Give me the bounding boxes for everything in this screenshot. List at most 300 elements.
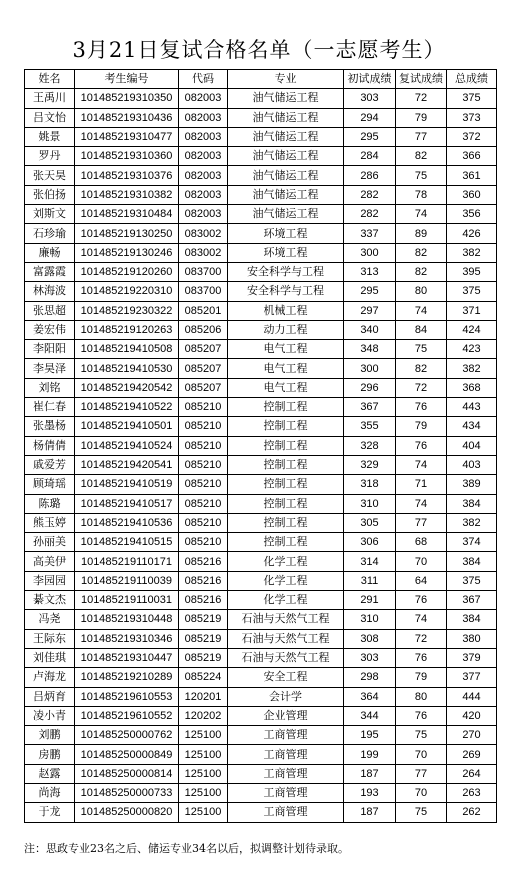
retest-score-cell: 74 — [396, 205, 447, 224]
code-cell: 085219 — [179, 648, 228, 667]
initial-score-cell: 282 — [344, 185, 396, 204]
total-score-cell: 444 — [447, 687, 497, 706]
table-row — [25, 166, 497, 185]
name-cell: 李阳阳 — [25, 340, 75, 359]
exam-id-cell: 101485219130246 — [75, 243, 179, 262]
initial-score-cell: 296 — [344, 378, 396, 397]
total-score-cell: 361 — [447, 166, 497, 185]
retest-score-cell: 79 — [396, 108, 447, 127]
major-cell: 控制工程 — [228, 417, 344, 436]
major-cell: 动力工程 — [228, 320, 344, 339]
total-score-cell: 269 — [447, 745, 497, 764]
code-cell: 083700 — [179, 262, 228, 281]
major-cell: 电气工程 — [228, 340, 344, 359]
exam-id-cell: 101485219120260 — [75, 262, 179, 281]
name-cell: 高美伊 — [25, 552, 75, 571]
table-row — [25, 648, 497, 667]
exam-id-cell: 101485219310350 — [75, 89, 179, 108]
total-score-cell: 270 — [447, 726, 497, 745]
exam-id-cell: 101485219120263 — [75, 320, 179, 339]
exam-id-cell: 101485219310346 — [75, 629, 179, 648]
major-cell: 安全工程 — [228, 668, 344, 687]
initial-score-cell: 199 — [344, 745, 396, 764]
retest-score-cell: 72 — [396, 629, 447, 648]
retest-score-cell: 70 — [396, 745, 447, 764]
initial-score-cell: 328 — [344, 436, 396, 455]
total-score-cell: 368 — [447, 378, 497, 397]
total-score-cell: 426 — [447, 224, 497, 243]
major-cell: 化学工程 — [228, 591, 344, 610]
table-row — [25, 89, 497, 108]
retest-score-cell: 84 — [396, 320, 447, 339]
table-row — [25, 205, 497, 224]
retest-score-cell: 89 — [396, 224, 447, 243]
code-cell: 085216 — [179, 552, 228, 571]
code-cell: 085210 — [179, 494, 228, 513]
page-title: 3月21日复试合格名单（一志愿考生） — [72, 38, 446, 62]
initial-score-cell: 348 — [344, 340, 396, 359]
total-score-cell: 360 — [447, 185, 497, 204]
major-cell: 石油与天然气工程 — [228, 629, 344, 648]
retest-score-cell: 82 — [396, 359, 447, 378]
exam-id-cell: 101485219230322 — [75, 301, 179, 320]
exam-id-cell: 101485250000814 — [75, 764, 179, 783]
results-table — [24, 69, 497, 823]
retest-score-cell: 76 — [396, 436, 447, 455]
name-cell: 凌小青 — [25, 706, 75, 725]
code-cell: 085207 — [179, 378, 228, 397]
name-cell: 孙丽美 — [25, 533, 75, 552]
exam-id-cell: 101485219210289 — [75, 668, 179, 687]
retest-score-cell: 75 — [396, 803, 447, 822]
code-cell: 082003 — [179, 205, 228, 224]
initial-score-cell: 340 — [344, 320, 396, 339]
retest-score-cell: 80 — [396, 282, 447, 301]
total-score-cell: 374 — [447, 533, 497, 552]
exam-id-cell: 101485219410517 — [75, 494, 179, 513]
table-row — [25, 108, 497, 127]
initial-score-cell: 367 — [344, 398, 396, 417]
name-cell: 房鹏 — [25, 745, 75, 764]
major-cell: 机械工程 — [228, 301, 344, 320]
initial-score-cell: 187 — [344, 803, 396, 822]
retest-score-cell: 76 — [396, 648, 447, 667]
initial-score-cell: 300 — [344, 243, 396, 262]
retest-score-cell: 74 — [396, 610, 447, 629]
major-cell: 油气储运工程 — [228, 166, 344, 185]
initial-score-cell: 291 — [344, 591, 396, 610]
initial-score-cell: 297 — [344, 301, 396, 320]
col-header-exam-id: 考生编号 — [75, 70, 179, 89]
total-score-cell: 380 — [447, 629, 497, 648]
retest-score-cell: 77 — [396, 764, 447, 783]
table-row — [25, 262, 497, 281]
initial-score-cell: 364 — [344, 687, 396, 706]
major-cell: 控制工程 — [228, 436, 344, 455]
total-score-cell: 377 — [447, 668, 497, 687]
major-cell: 化学工程 — [228, 571, 344, 590]
exam-id-cell: 101485219310382 — [75, 185, 179, 204]
col-header-name: 姓名 — [25, 70, 75, 89]
table-row — [25, 340, 497, 359]
major-cell: 工商管理 — [228, 764, 344, 783]
major-cell: 控制工程 — [228, 475, 344, 494]
initial-score-cell: 355 — [344, 417, 396, 436]
table-row — [25, 629, 497, 648]
initial-score-cell: 298 — [344, 668, 396, 687]
total-score-cell: 371 — [447, 301, 497, 320]
total-score-cell: 404 — [447, 436, 497, 455]
total-score-cell: 403 — [447, 455, 497, 474]
total-score-cell: 382 — [447, 359, 497, 378]
name-cell: 于龙 — [25, 803, 75, 822]
name-cell: 李昊泽 — [25, 359, 75, 378]
total-score-cell: 375 — [447, 89, 497, 108]
exam-id-cell: 101485219410501 — [75, 417, 179, 436]
name-cell: 张思超 — [25, 301, 75, 320]
col-header-major: 专业 — [228, 70, 344, 89]
name-cell: 杨倩倩 — [25, 436, 75, 455]
initial-score-cell: 306 — [344, 533, 396, 552]
table-row — [25, 301, 497, 320]
table-row — [25, 320, 497, 339]
code-cell: 085210 — [179, 513, 228, 532]
exam-id-cell: 101485219410536 — [75, 513, 179, 532]
total-score-cell: 375 — [447, 282, 497, 301]
major-cell: 环境工程 — [228, 224, 344, 243]
name-cell: 熊玉婷 — [25, 513, 75, 532]
name-cell: 赵露 — [25, 764, 75, 783]
name-cell: 崔仁春 — [25, 398, 75, 417]
retest-score-cell: 74 — [396, 301, 447, 320]
code-cell: 083700 — [179, 282, 228, 301]
table-row — [25, 591, 497, 610]
table-body — [25, 89, 497, 822]
retest-score-cell: 74 — [396, 455, 447, 474]
retest-score-cell: 80 — [396, 687, 447, 706]
code-cell: 082003 — [179, 147, 228, 166]
initial-score-cell: 282 — [344, 205, 396, 224]
exam-id-cell: 101485219420541 — [75, 455, 179, 474]
initial-score-cell: 300 — [344, 359, 396, 378]
retest-score-cell: 78 — [396, 185, 447, 204]
initial-score-cell: 310 — [344, 610, 396, 629]
code-cell: 085206 — [179, 320, 228, 339]
name-cell: 姚景 — [25, 127, 75, 146]
retest-score-cell: 75 — [396, 166, 447, 185]
table-row — [25, 552, 497, 571]
table-row — [25, 706, 497, 725]
name-cell: 王禹川 — [25, 89, 75, 108]
retest-score-cell: 77 — [396, 127, 447, 146]
code-cell: 085210 — [179, 455, 228, 474]
table-row — [25, 533, 497, 552]
name-cell: 吕文怡 — [25, 108, 75, 127]
code-cell: 085210 — [179, 533, 228, 552]
total-score-cell: 372 — [447, 127, 497, 146]
major-cell: 油气储运工程 — [228, 127, 344, 146]
total-score-cell: 382 — [447, 243, 497, 262]
exam-id-cell: 101485219410515 — [75, 533, 179, 552]
table-row — [25, 610, 497, 629]
name-cell: 刘铭 — [25, 378, 75, 397]
major-cell: 电气工程 — [228, 359, 344, 378]
table-row — [25, 127, 497, 146]
initial-score-cell: 195 — [344, 726, 396, 745]
code-cell: 082003 — [179, 89, 228, 108]
code-cell: 085224 — [179, 668, 228, 687]
total-score-cell: 420 — [447, 706, 497, 725]
total-score-cell: 382 — [447, 513, 497, 532]
retest-score-cell: 72 — [396, 89, 447, 108]
table-row — [25, 417, 497, 436]
total-score-cell: 389 — [447, 475, 497, 494]
initial-score-cell: 337 — [344, 224, 396, 243]
major-cell: 工商管理 — [228, 745, 344, 764]
name-cell: 陈璐 — [25, 494, 75, 513]
exam-id-cell: 101485250000762 — [75, 726, 179, 745]
major-cell: 石油与天然气工程 — [228, 610, 344, 629]
col-header-code: 代码 — [179, 70, 228, 89]
table-row — [25, 224, 497, 243]
total-score-cell: 443 — [447, 398, 497, 417]
footnote: 注：思政专业23名之后、储运专业34名以后，拟调整计划待录取。 — [24, 842, 349, 855]
exam-id-cell: 101485219110039 — [75, 571, 179, 590]
code-cell: 120202 — [179, 706, 228, 725]
initial-score-cell: 303 — [344, 648, 396, 667]
code-cell: 085207 — [179, 359, 228, 378]
major-cell: 工商管理 — [228, 803, 344, 822]
code-cell: 085201 — [179, 301, 228, 320]
major-cell: 企业管理 — [228, 706, 344, 725]
table-row — [25, 571, 497, 590]
initial-score-cell: 308 — [344, 629, 396, 648]
table-row — [25, 513, 497, 532]
total-score-cell: 395 — [447, 262, 497, 281]
major-cell: 控制工程 — [228, 513, 344, 532]
retest-score-cell: 70 — [396, 783, 447, 802]
table-row — [25, 282, 497, 301]
name-cell: 富露霞 — [25, 262, 75, 281]
code-cell: 083002 — [179, 224, 228, 243]
major-cell: 化学工程 — [228, 552, 344, 571]
retest-score-cell: 68 — [396, 533, 447, 552]
major-cell: 安全科学与工程 — [228, 262, 344, 281]
retest-score-cell: 82 — [396, 243, 447, 262]
code-cell: 125100 — [179, 764, 228, 783]
table-row — [25, 378, 497, 397]
code-cell: 125100 — [179, 745, 228, 764]
initial-score-cell: 329 — [344, 455, 396, 474]
retest-score-cell: 76 — [396, 706, 447, 725]
exam-id-cell: 101485250000820 — [75, 803, 179, 822]
col-header-total-score: 总成绩 — [447, 70, 497, 89]
name-cell: 刘佳琪 — [25, 648, 75, 667]
major-cell: 工商管理 — [228, 783, 344, 802]
name-cell: 吕炳育 — [25, 687, 75, 706]
retest-score-cell: 76 — [396, 398, 447, 417]
exam-id-cell: 101485219310376 — [75, 166, 179, 185]
initial-score-cell: 284 — [344, 147, 396, 166]
name-cell: 卢海龙 — [25, 668, 75, 687]
code-cell: 082003 — [179, 127, 228, 146]
major-cell: 油气储运工程 — [228, 185, 344, 204]
col-header-retest-score: 复试成绩 — [396, 70, 447, 89]
exam-id-cell: 101485219410519 — [75, 475, 179, 494]
total-score-cell: 423 — [447, 340, 497, 359]
name-cell: 罗丹 — [25, 147, 75, 166]
retest-score-cell: 79 — [396, 668, 447, 687]
retest-score-cell: 77 — [396, 513, 447, 532]
exam-id-cell: 101485219610553 — [75, 687, 179, 706]
code-cell: 085216 — [179, 591, 228, 610]
code-cell: 082003 — [179, 185, 228, 204]
initial-score-cell: 311 — [344, 571, 396, 590]
initial-score-cell: 295 — [344, 127, 396, 146]
name-cell: 尚海 — [25, 783, 75, 802]
code-cell: 085210 — [179, 417, 228, 436]
exam-id-cell: 101485219310436 — [75, 108, 179, 127]
name-cell: 戚爱芳 — [25, 455, 75, 474]
code-cell: 085216 — [179, 571, 228, 590]
exam-id-cell: 101485219410524 — [75, 436, 179, 455]
code-cell: 125100 — [179, 726, 228, 745]
code-cell: 085210 — [179, 475, 228, 494]
initial-score-cell: 193 — [344, 783, 396, 802]
major-cell: 控制工程 — [228, 533, 344, 552]
code-cell: 082003 — [179, 108, 228, 127]
table-row — [25, 745, 497, 764]
name-cell: 李园园 — [25, 571, 75, 590]
retest-score-cell: 71 — [396, 475, 447, 494]
name-cell: 王际东 — [25, 629, 75, 648]
major-cell: 安全科学与工程 — [228, 282, 344, 301]
retest-score-cell: 79 — [396, 417, 447, 436]
table-row — [25, 147, 497, 166]
code-cell: 120201 — [179, 687, 228, 706]
name-cell: 张墨杨 — [25, 417, 75, 436]
table-row — [25, 687, 497, 706]
exam-id-cell: 101485219410530 — [75, 359, 179, 378]
exam-id-cell: 101485219310360 — [75, 147, 179, 166]
table-row — [25, 243, 497, 262]
name-cell: 姜宏伟 — [25, 320, 75, 339]
total-score-cell: 264 — [447, 764, 497, 783]
col-header-initial-score: 初试成绩 — [344, 70, 396, 89]
initial-score-cell: 295 — [344, 282, 396, 301]
total-score-cell: 384 — [447, 494, 497, 513]
initial-score-cell: 294 — [344, 108, 396, 127]
total-score-cell: 262 — [447, 803, 497, 822]
retest-score-cell: 70 — [396, 552, 447, 571]
exam-id-cell: 101485219110031 — [75, 591, 179, 610]
name-cell: 林海波 — [25, 282, 75, 301]
major-cell: 会计学 — [228, 687, 344, 706]
total-score-cell: 366 — [447, 147, 497, 166]
exam-id-cell: 101485219310484 — [75, 205, 179, 224]
code-cell: 125100 — [179, 803, 228, 822]
initial-score-cell: 310 — [344, 494, 396, 513]
exam-id-cell: 101485219130250 — [75, 224, 179, 243]
table-row — [25, 455, 497, 474]
major-cell: 石油与天然气工程 — [228, 648, 344, 667]
major-cell: 油气储运工程 — [228, 205, 344, 224]
major-cell: 控制工程 — [228, 494, 344, 513]
exam-id-cell: 101485219610552 — [75, 706, 179, 725]
major-cell: 控制工程 — [228, 398, 344, 417]
code-cell: 085219 — [179, 629, 228, 648]
major-cell: 电气工程 — [228, 378, 344, 397]
retest-score-cell: 74 — [396, 494, 447, 513]
exam-id-cell: 101485219110171 — [75, 552, 179, 571]
name-cell: 刘鹏 — [25, 726, 75, 745]
retest-score-cell: 76 — [396, 591, 447, 610]
initial-score-cell: 313 — [344, 262, 396, 281]
major-cell: 油气储运工程 — [228, 108, 344, 127]
table-row — [25, 668, 497, 687]
exam-id-cell: 101485219310447 — [75, 648, 179, 667]
total-score-cell: 375 — [447, 571, 497, 590]
initial-score-cell: 305 — [344, 513, 396, 532]
name-cell: 綦文杰 — [25, 591, 75, 610]
total-score-cell: 379 — [447, 648, 497, 667]
table-row — [25, 359, 497, 378]
exam-id-cell: 101485219410508 — [75, 340, 179, 359]
major-cell: 油气储运工程 — [228, 89, 344, 108]
exam-id-cell: 101485219310448 — [75, 610, 179, 629]
name-cell: 石珍瑜 — [25, 224, 75, 243]
code-cell: 125100 — [179, 783, 228, 802]
total-score-cell: 424 — [447, 320, 497, 339]
initial-score-cell: 303 — [344, 89, 396, 108]
retest-score-cell: 75 — [396, 726, 447, 745]
major-cell: 油气储运工程 — [228, 147, 344, 166]
initial-score-cell: 344 — [344, 706, 396, 725]
table-row — [25, 764, 497, 783]
name-cell: 张伯扬 — [25, 185, 75, 204]
major-cell: 工商管理 — [228, 726, 344, 745]
total-score-cell: 384 — [447, 610, 497, 629]
table-row — [25, 436, 497, 455]
exam-id-cell: 101485219220310 — [75, 282, 179, 301]
total-score-cell: 367 — [447, 591, 497, 610]
code-cell: 085210 — [179, 398, 228, 417]
code-cell: 085207 — [179, 340, 228, 359]
exam-id-cell: 101485250000733 — [75, 783, 179, 802]
name-cell: 顾琦瑶 — [25, 475, 75, 494]
total-score-cell: 434 — [447, 417, 497, 436]
major-cell: 控制工程 — [228, 455, 344, 474]
name-cell: 冯尧 — [25, 610, 75, 629]
retest-score-cell: 82 — [396, 262, 447, 281]
retest-score-cell: 75 — [396, 340, 447, 359]
code-cell: 083002 — [179, 243, 228, 262]
table-header-row — [25, 70, 497, 89]
code-cell: 085210 — [179, 436, 228, 455]
initial-score-cell: 187 — [344, 764, 396, 783]
table-row — [25, 185, 497, 204]
initial-score-cell: 314 — [344, 552, 396, 571]
retest-score-cell: 64 — [396, 571, 447, 590]
code-cell: 082003 — [179, 166, 228, 185]
code-cell: 085219 — [179, 610, 228, 629]
table-row — [25, 803, 497, 822]
retest-score-cell: 82 — [396, 147, 447, 166]
total-score-cell: 384 — [447, 552, 497, 571]
exam-id-cell: 101485250000849 — [75, 745, 179, 764]
table-row — [25, 475, 497, 494]
retest-score-cell: 72 — [396, 378, 447, 397]
